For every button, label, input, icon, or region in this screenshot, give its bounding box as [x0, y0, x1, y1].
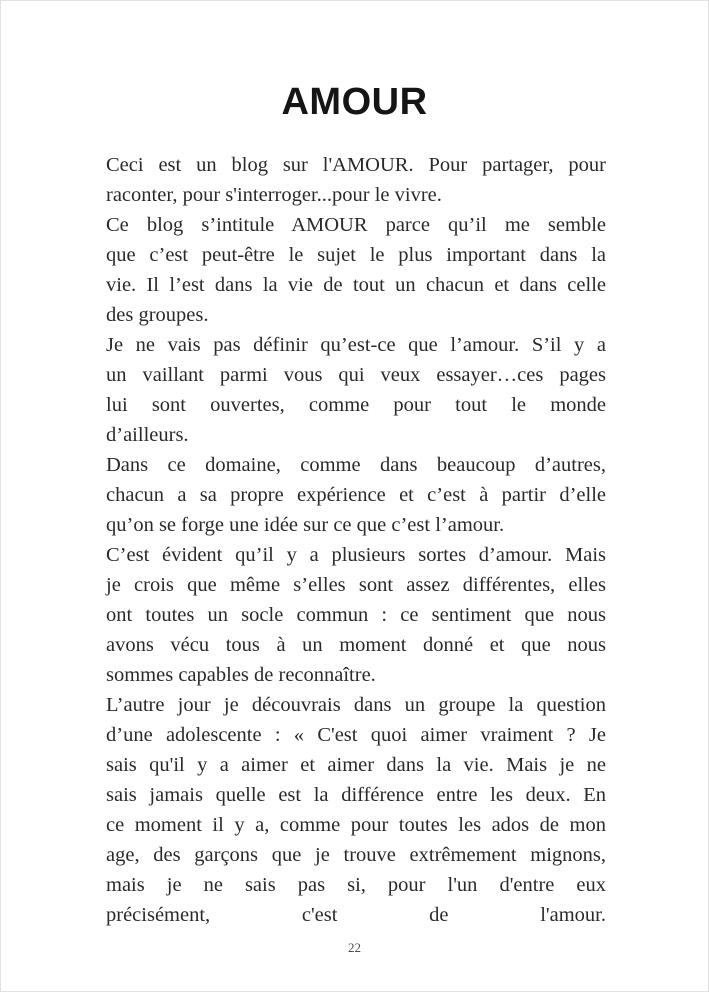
page-title: AMOUR [281, 81, 428, 123]
paragraph [106, 690, 606, 930]
text-line: sais jamais quelle est la différence entre les deux. En [106, 784, 606, 806]
text-line: Dans ce domaine, comme dans beaucoup d’autres, [106, 454, 606, 476]
text-line: précisément, c'est de l'amour. [106, 904, 606, 926]
page-number: 22 [348, 940, 361, 955]
text-line: age, des garçons que je trouve extrêmement mignons, [106, 844, 606, 866]
text-line: lui sont ouvertes, comme pour tout le monde [106, 394, 606, 416]
text-line: Je ne vais pas définir qu’est-ce que l’amour. S’il y a [106, 334, 606, 356]
text-line: C’est évident qu’il y a plusieurs sortes d’amour. Mais [106, 544, 606, 566]
paragraph [106, 150, 606, 210]
paragraph [106, 330, 606, 450]
text-line: un vaillant parmi vous qui veux essayer…ces pages [106, 364, 606, 386]
text-line: chacun a sa propre expérience et c’est à partir d’elle [106, 484, 606, 506]
text-line: d’une adolescente : « C'est quoi aimer vraiment ? Je [106, 724, 606, 746]
text-line: raconter, pour s'interroger...pour le vivre. [106, 184, 442, 206]
paragraph [106, 540, 606, 690]
paragraph [106, 450, 606, 540]
text-line: Ceci est un blog sur l'AMOUR. Pour partager, pour [106, 154, 606, 176]
text-line: qu’on se forge une idée sur ce que c’est l’amour. [106, 514, 505, 536]
text-line: mais je ne sais pas si, pour l'un d'entre eux [106, 874, 606, 896]
text-line: L’autre jour je découvrais dans un groupe la question [106, 694, 606, 716]
text-line: que c’est peut-être le sujet le plus important dans la [106, 244, 606, 266]
text-line: vie. Il l’est dans la vie de tout un chacun et dans celle [106, 274, 606, 296]
text-line: Ce blog s’intitule AMOUR parce qu’il me semble [106, 214, 606, 236]
text-line: sais qu'il y a aimer et aimer dans la vie. Mais je ne [106, 754, 606, 776]
document-body [106, 150, 606, 930]
text-line: d’ailleurs. [106, 424, 189, 446]
text-line: ce moment il y a, comme pour toutes les ados de mon [106, 814, 606, 836]
text-line: sommes capables de reconnaître. [106, 664, 376, 686]
text-line: des groupes. [106, 304, 209, 326]
text-line: avons vécu tous à un moment donné et que nous [106, 634, 606, 656]
paragraph [106, 210, 606, 330]
text-line: ont toutes un socle commun : ce sentiment que nous [106, 604, 606, 626]
text-line: je crois que même s’elles sont assez différentes, elles [106, 574, 606, 596]
